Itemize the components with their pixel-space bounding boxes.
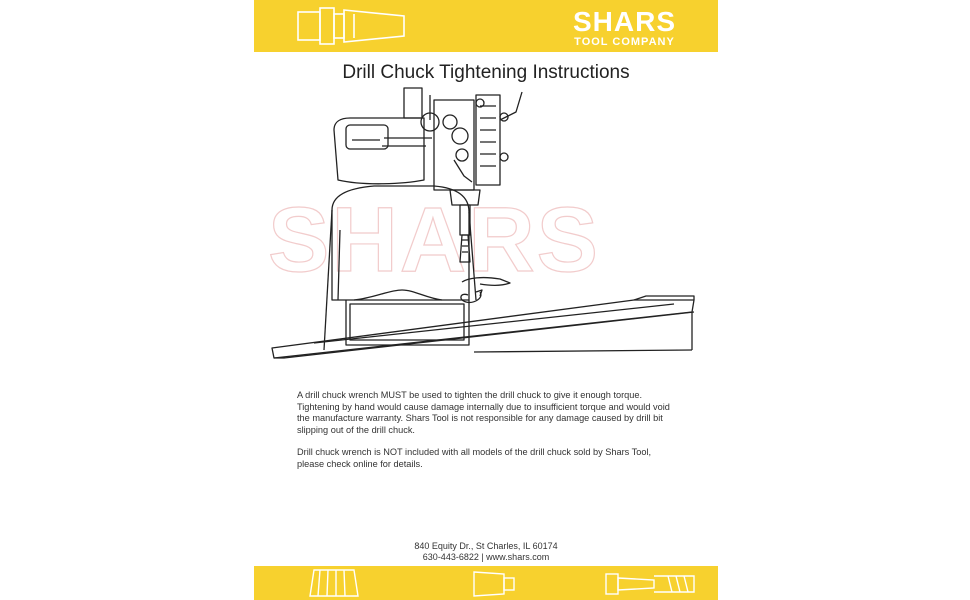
milling-machine-illustration (254, 0, 718, 600)
instructions-text (297, 390, 677, 482)
logo-wordmark: SHARS (572, 6, 676, 37)
footer (254, 541, 718, 563)
instruction-paragraph-1: A drill chuck wrench MUST be used to tighten the drill chuck to give it enough torque. Tightening by hand would cause damage internally due to insufficient torque and would void the manufacture warranty. Shars Tool is not responsible for any damage caused by drill bit slipping out of the drill chuck. (297, 390, 670, 435)
page-title: Drill Chuck Tightening Instructions (342, 62, 630, 83)
footer-contact: 630-443-6822 | www.shars.com (422, 552, 550, 562)
tooling-outline-icon (254, 566, 718, 600)
footer-band (254, 566, 718, 600)
watermark: SHARS (268, 189, 601, 291)
footer-address: 840 Equity Dr., St Charles, IL 60174 (414, 541, 558, 551)
logo-subtitle: TOOL COMPANY (574, 36, 675, 48)
instruction-paragraph-2: Drill chuck wrench is NOT included with all models of the drill chuck sold by Shars Tool, please check online for details. (297, 447, 652, 469)
instruction-page (254, 0, 718, 600)
